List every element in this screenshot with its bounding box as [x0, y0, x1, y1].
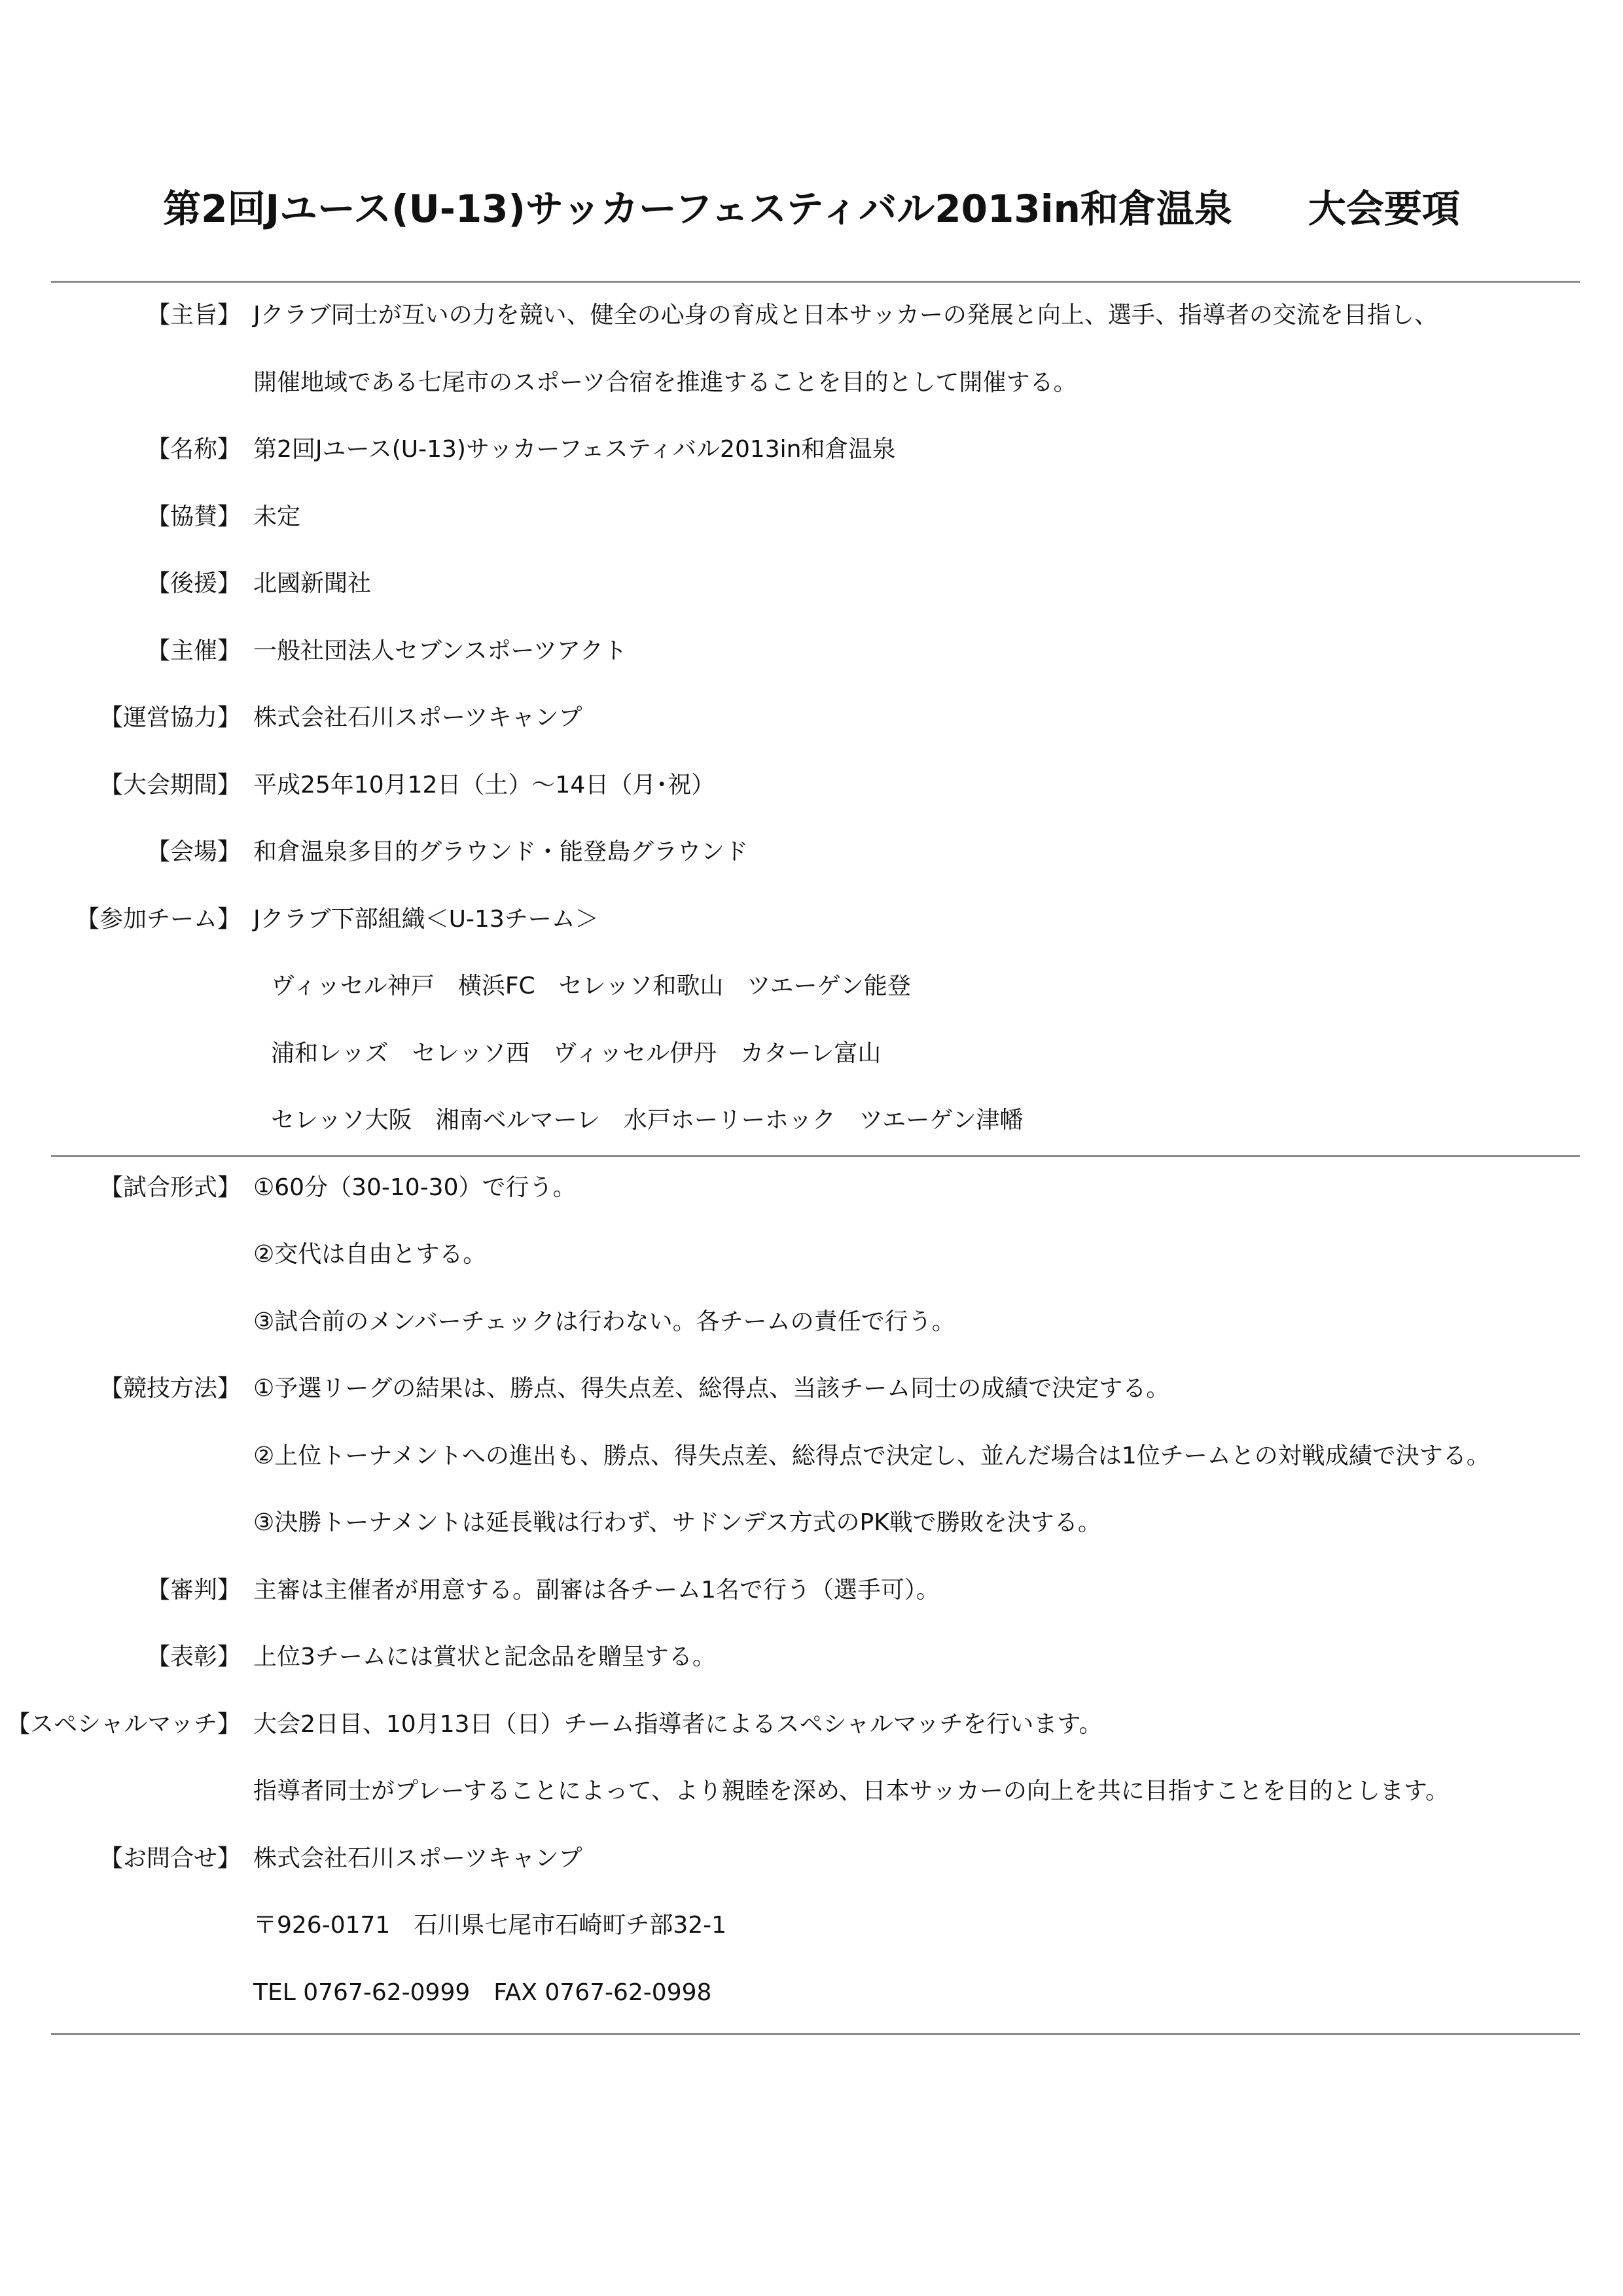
awards-value: 上位3チームには賞状と記念品を贈呈する。 [253, 1643, 716, 1670]
label-referee: 【審判】 [146, 1577, 241, 1604]
label-special-match: 【スペシャルマッチ】 [7, 1711, 241, 1738]
purpose-line-1: Jクラブ同士が互いの力を競い、健全の心身の育成と日本サッカーの発展と向上、選手、指導者の交流を目指し、 [253, 302, 1438, 329]
teams-heading: Jクラブ下部組織＜U-13チーム＞ [253, 906, 599, 933]
label-venue: 【会場】 [146, 838, 241, 865]
competition-method-line-1: ①予選リーグの結果は、勝点、得失点差、総得点、当該チーム同士の成績で決定する。 [253, 1375, 1170, 1402]
referee-value: 主審は主催者が用意する。副審は各チーム1名で行う（選手可）。 [253, 1577, 940, 1604]
label-competition-method: 【競技方法】 [99, 1375, 241, 1402]
label-contact: 【お問合せ】 [99, 1845, 241, 1872]
team-row-3: セレッソ大阪 湘南ベルマーレ 水戸ホーリーホック ツエーゲン津幡 [271, 1107, 1024, 1134]
team-row-1: ヴィッセル神戸 横浜FC セレッソ和歌山 ツエーゲン能登 [271, 973, 911, 999]
label-period: 【大会期間】 [99, 772, 241, 798]
label-support: 【後援】 [146, 570, 241, 597]
operation-value: 株式会社石川スポーツキャンプ [253, 704, 582, 731]
label-operation: 【運営協力】 [99, 704, 241, 731]
special-match-line-1: 大会2日目、10月13日（日）チーム指導者によるスペシャルマッチを行います。 [253, 1711, 1103, 1738]
special-match-line-2: 指導者同士がプレーすることによって、より親睦を深め、日本サッカーの向上を共に目指すことを目的とします。 [253, 1778, 1450, 1804]
venue-value: 和倉温泉多目的グラウンド・能登島グラウンド [253, 838, 749, 865]
match-format-line-3: ③試合前のメンバーチェックは行わない。各チームの責任で行う。 [253, 1308, 955, 1335]
team-row-2: 浦和レッズ セレッソ西 ヴィッセル伊丹 カターレ富山 [271, 1040, 882, 1067]
competition-method-line-2: ②上位トーナメントへの進出も、勝点、得失点差、総得点で決定し、並んだ場合は1位チームとの対戦成績で決する。 [253, 1443, 1490, 1469]
contact-address: 〒926-0171 石川県七尾市石崎町チ部32-1 [253, 1912, 727, 1939]
match-format-line-2: ②交代は自由とする。 [253, 1241, 487, 1268]
support-value: 北國新聞社 [253, 570, 372, 597]
page-title: 第2回Jユース(U-13)サッカーフェスティバル2013in和倉温泉 大会要項 [163, 187, 1460, 231]
contact-phone-fax: TEL 0767-62-0999 FAX 0767-62-0998 [253, 1979, 712, 2006]
label-teams: 【参加チーム】 [75, 906, 241, 933]
contact-company: 株式会社石川スポーツキャンプ [253, 1845, 582, 1872]
match-format-line-1: ①60分（30-10-30）で行う。 [253, 1174, 577, 1201]
purpose-line-2: 開催地域である七尾市のスポーツ合宿を推進することを目的として開催する。 [253, 369, 1077, 396]
sponsor-value: 未定 [253, 503, 301, 530]
divider-top [51, 281, 1580, 283]
label-name: 【名称】 [146, 436, 241, 463]
competition-method-line-3: ③決勝トーナメントは延長戦は行わず、サドンデス方式のPK戦で勝敗を決する。 [253, 1509, 1101, 1536]
label-awards: 【表彰】 [146, 1643, 241, 1670]
divider-middle [51, 1155, 1580, 1157]
divider-bottom [51, 2033, 1580, 2035]
label-match-format: 【試合形式】 [99, 1174, 241, 1201]
label-purpose: 【主旨】 [146, 302, 241, 329]
label-sponsor: 【協賛】 [146, 503, 241, 530]
period-value: 平成25年10月12日（土）～14日（月･祝） [253, 772, 715, 798]
label-organizer: 【主催】 [146, 637, 241, 664]
organizer-value: 一般社団法人セブンスポーツアクト [253, 637, 627, 664]
name-value: 第2回Jユース(U-13)サッカーフェスティバル2013in和倉温泉 [253, 436, 896, 463]
